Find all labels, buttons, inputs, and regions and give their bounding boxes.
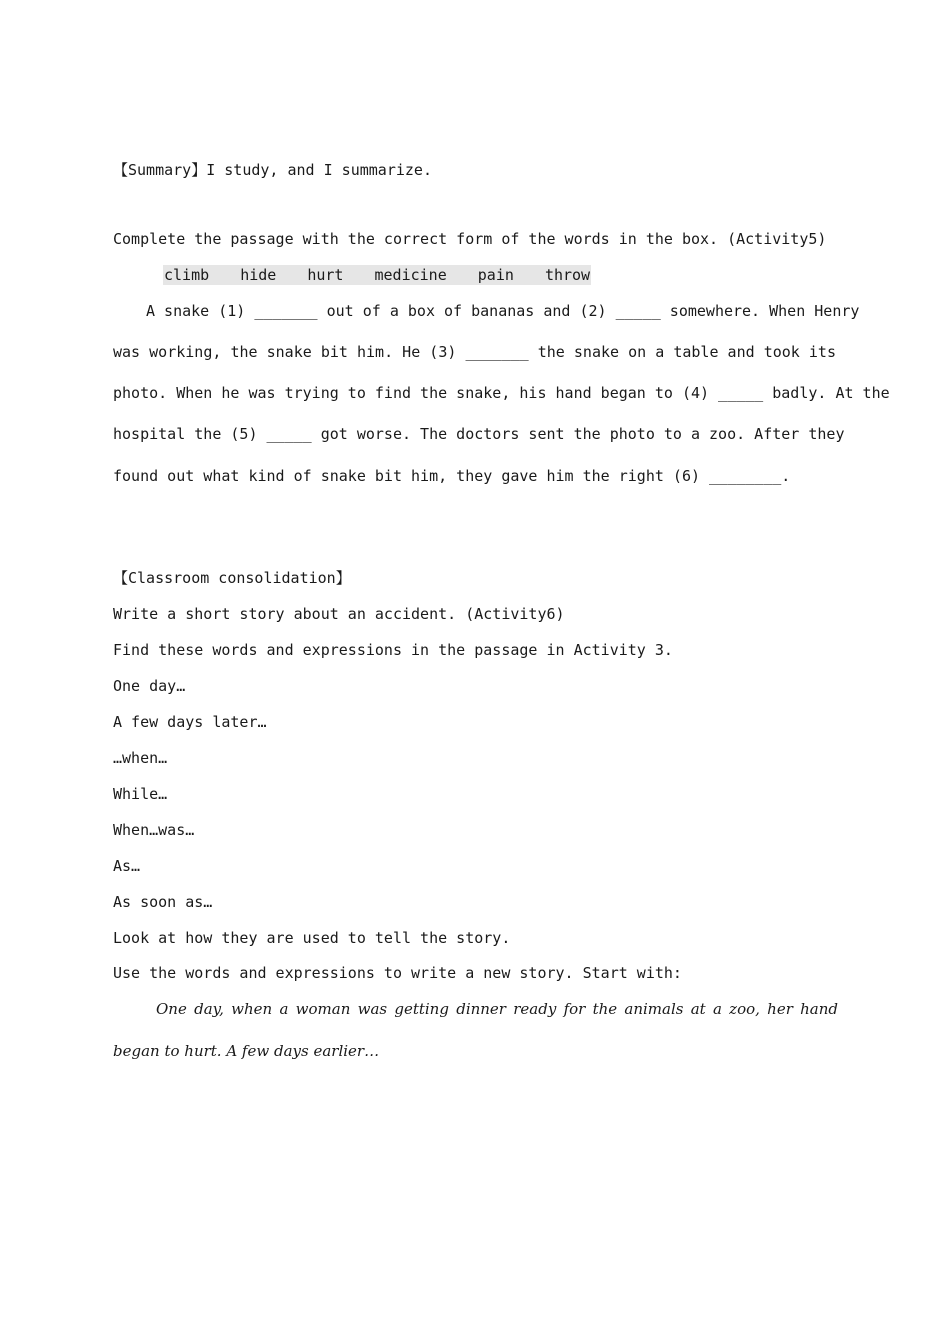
- passage-line: photo. When he was trying to find the snake, his hand began to (4) _____ badly. At the: [113, 384, 890, 402]
- word-box-item: pain: [477, 266, 514, 284]
- consolidation-look: Look at how they are used to tell the story.: [113, 929, 511, 947]
- expression-item: As soon as…: [113, 893, 213, 911]
- word-box-item: hurt: [307, 266, 344, 284]
- passage-line: hospital the (5) _____ got worse. The doctors sent the photo to a zoo. After they: [113, 425, 845, 443]
- expression-item: As…: [113, 857, 141, 875]
- expression-item: A few days later…: [113, 713, 267, 731]
- word-box-item: medicine: [374, 266, 447, 284]
- passage-line: found out what kind of snake bit him, they gave him the right (6) ________.: [113, 467, 791, 485]
- word-box-item: throw: [544, 266, 591, 284]
- word-box-item: hide: [240, 266, 277, 284]
- expression-item: …when…: [113, 749, 168, 767]
- expression-item: While…: [113, 785, 168, 803]
- passage-line: was working, the snake bit him. He (3) _______ the snake on a table and took its: [113, 343, 836, 361]
- word-box-item: climb: [164, 266, 210, 284]
- consolidation-heading: 【Classroom consolidation】: [113, 569, 351, 587]
- expression-item: One day…: [113, 677, 186, 695]
- expression-item: When…was…: [113, 821, 195, 839]
- consolidation-find: Find these words and expressions in the passage in Activity 3.: [113, 641, 673, 659]
- passage-line: A snake (1) _______ out of a box of bananas and (2) _____ somewhere. When Henry: [146, 302, 860, 320]
- consolidation-task: Write a short story about an accident. (Activity6): [113, 605, 565, 623]
- story-start-line: One day, when a woman was getting dinner ready for the animals at a zoo, her hand: [156, 1000, 838, 1018]
- summary-instruction: Complete the passage with the correct form of the words in the box. (Activity5): [113, 230, 827, 248]
- story-start-line: began to hurt. A few days earlier…: [113, 1042, 380, 1060]
- consolidation-use: Use the words and expressions to write a new story. Start with:: [113, 964, 682, 982]
- summary-heading: 【Summary】I study, and I summarize.: [113, 161, 432, 179]
- word-box: [163, 265, 591, 285]
